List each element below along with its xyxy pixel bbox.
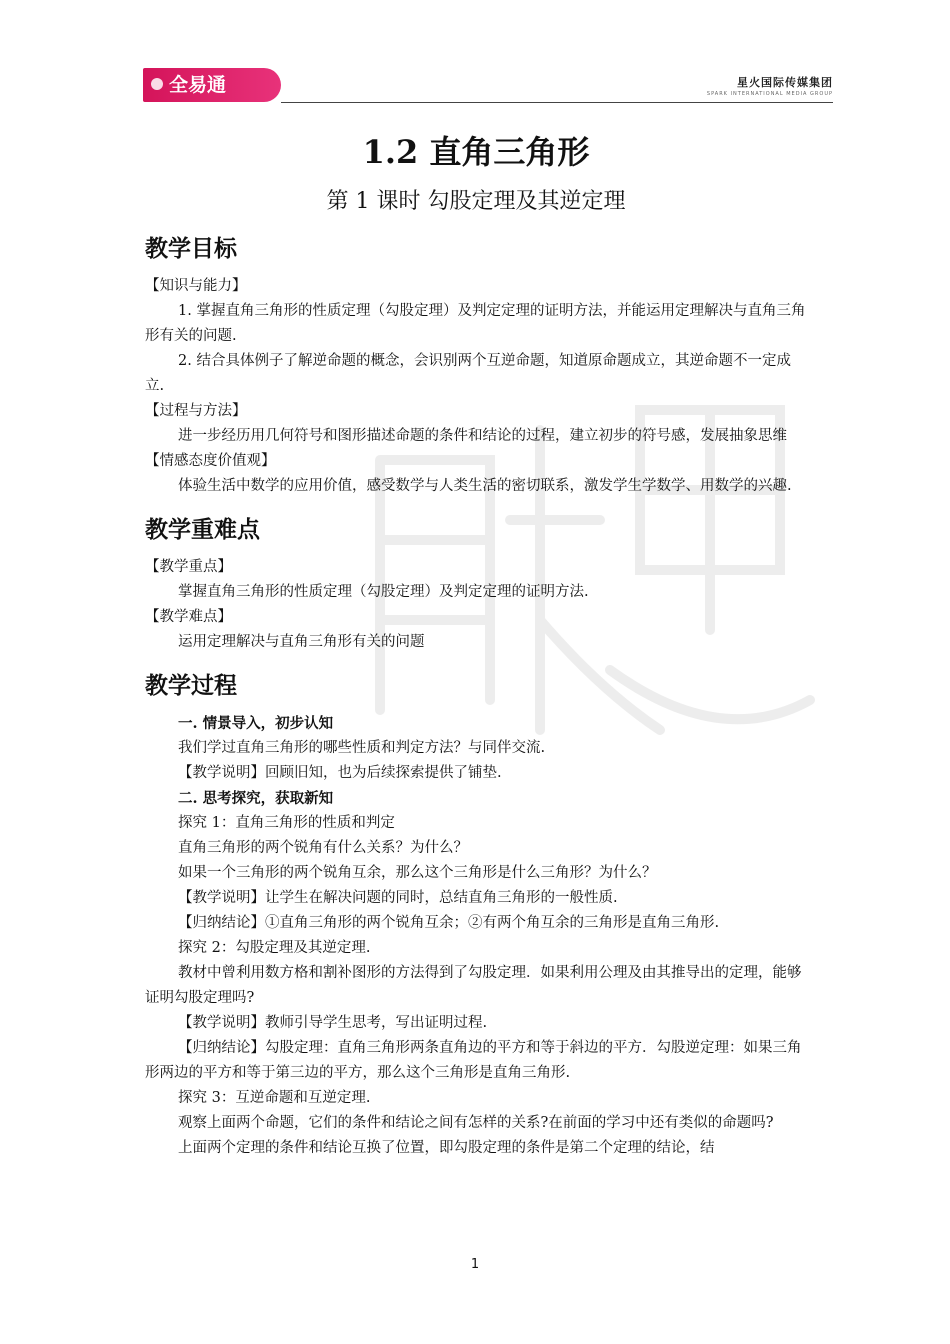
process-line: 如果一个三角形的两个锐角互余，那么这个三角形是什么三角形？为什么？: [178, 865, 657, 881]
section-heading-goals: 教学目标: [145, 236, 237, 262]
section-heading-process: 教学过程: [145, 673, 237, 699]
process-line: 探究 1：直角三角形的性质和判定: [178, 815, 395, 831]
document-title: 1.2 直角三角形: [362, 133, 590, 171]
process-line: 一. 情景导入，初步认知: [178, 715, 334, 732]
publisher-name-cn: 星火国际传媒集团: [737, 76, 833, 89]
teaching-difficulty-text: 运用定理解决与直角三角形有关的问题: [178, 634, 425, 650]
process-line: 教材中曾利用数方格和割补图形的方法得到了勾股定理．如果利用公理及由其推导出的定理，能够证明勾股定理吗?: [145, 965, 802, 1006]
teaching-focus-text: 掌握直角三角形的性质定理（勾股定理）及判定定理的证明方法.: [178, 584, 589, 600]
process-line: 探究 3：互逆命题和互逆定理.: [178, 1090, 371, 1106]
label-process-method: 【过程与方法】: [145, 403, 247, 419]
page-header: [143, 66, 833, 106]
knowledge-item-2: 2. 结合具体例子了解逆命题的概念，会识别两个互逆命题，知道原命题成立，其逆命题不一定成立.: [145, 353, 791, 394]
process-line: 探究 2：勾股定理及其逆定理.: [178, 940, 371, 956]
section-heading-keypoints: 教学重难点: [145, 517, 260, 543]
header-divider: [281, 102, 833, 103]
logo-text: 全易通: [169, 74, 227, 96]
process-line: 【教学说明】教师引导学生思考，写出证明过程.: [178, 1015, 488, 1031]
process-line: 二. 思考探究，获取新知: [178, 790, 334, 807]
process-line: 【归纳结论】①直角三角形的两个锐角互余；②有两个角互余的三角形是直角三角形.: [178, 915, 720, 931]
document-subtitle: 第 1 课时 勾股定理及其逆定理: [326, 189, 626, 214]
publisher-brand: [707, 74, 833, 97]
emotion-values-text: 体验生活中数学的应用价值，感受数学与人类生活的密切联系，激发学生学数学、用数学的兴趣.: [178, 478, 792, 494]
page-number: 1: [470, 1257, 480, 1272]
label-teaching-difficulty: 【教学难点】: [145, 609, 232, 625]
publisher-name-en: SPARK INTERNATIONAL MEDIA GROUP: [706, 91, 833, 97]
process-line: 观察上面两个命题，它们的条件和结论之间有怎样的关系?在前面的学习中还有类似的命题吗?: [178, 1115, 774, 1131]
process-line: 上面两个定理的条件和结论互换了位置，即勾股定理的条件是第二个定理的结论，结: [178, 1140, 715, 1156]
process-line: 【教学说明】让学生在解决问题的同时，总结直角三角形的一般性质.: [178, 890, 618, 906]
process-lines: [145, 711, 807, 1161]
sparkle-icon: ✦: [279, 73, 291, 89]
brand-logo: [143, 68, 291, 102]
document-body: [145, 128, 807, 1161]
process-line: 我们学过直角三角形的哪些性质和判定方法？与同伴交流.: [178, 740, 546, 756]
label-emotion-values: 【情感态度价值观】: [145, 453, 276, 469]
process-line: 【归纳结论】勾股定理：直角三角形两条直角边的平方和等于斜边的平方．勾股逆定理：如果三角形两边的平方和等于第三边的平方，那么这个三角形是直角三角形.: [145, 1040, 802, 1081]
process-line: 直角三角形的两个锐角有什么关系？为什么？: [178, 840, 468, 856]
process-line: 【教学说明】回顾旧知，也为后续探索提供了铺垫.: [178, 765, 502, 781]
process-method-text: 进一步经历用几何符号和图形描述命题的条件和结论的过程，建立初步的符号感，发展抽象思维: [178, 428, 787, 444]
knowledge-item-1: 1. 掌握直角三角形的性质定理（勾股定理）及判定定理的证明方法，并能运用定理解决与直角三角形有关的问题.: [145, 303, 806, 344]
label-knowledge: 【知识与能力】: [145, 278, 247, 294]
logo-dot-icon: [151, 78, 163, 90]
label-teaching-focus: 【教学重点】: [145, 559, 232, 575]
